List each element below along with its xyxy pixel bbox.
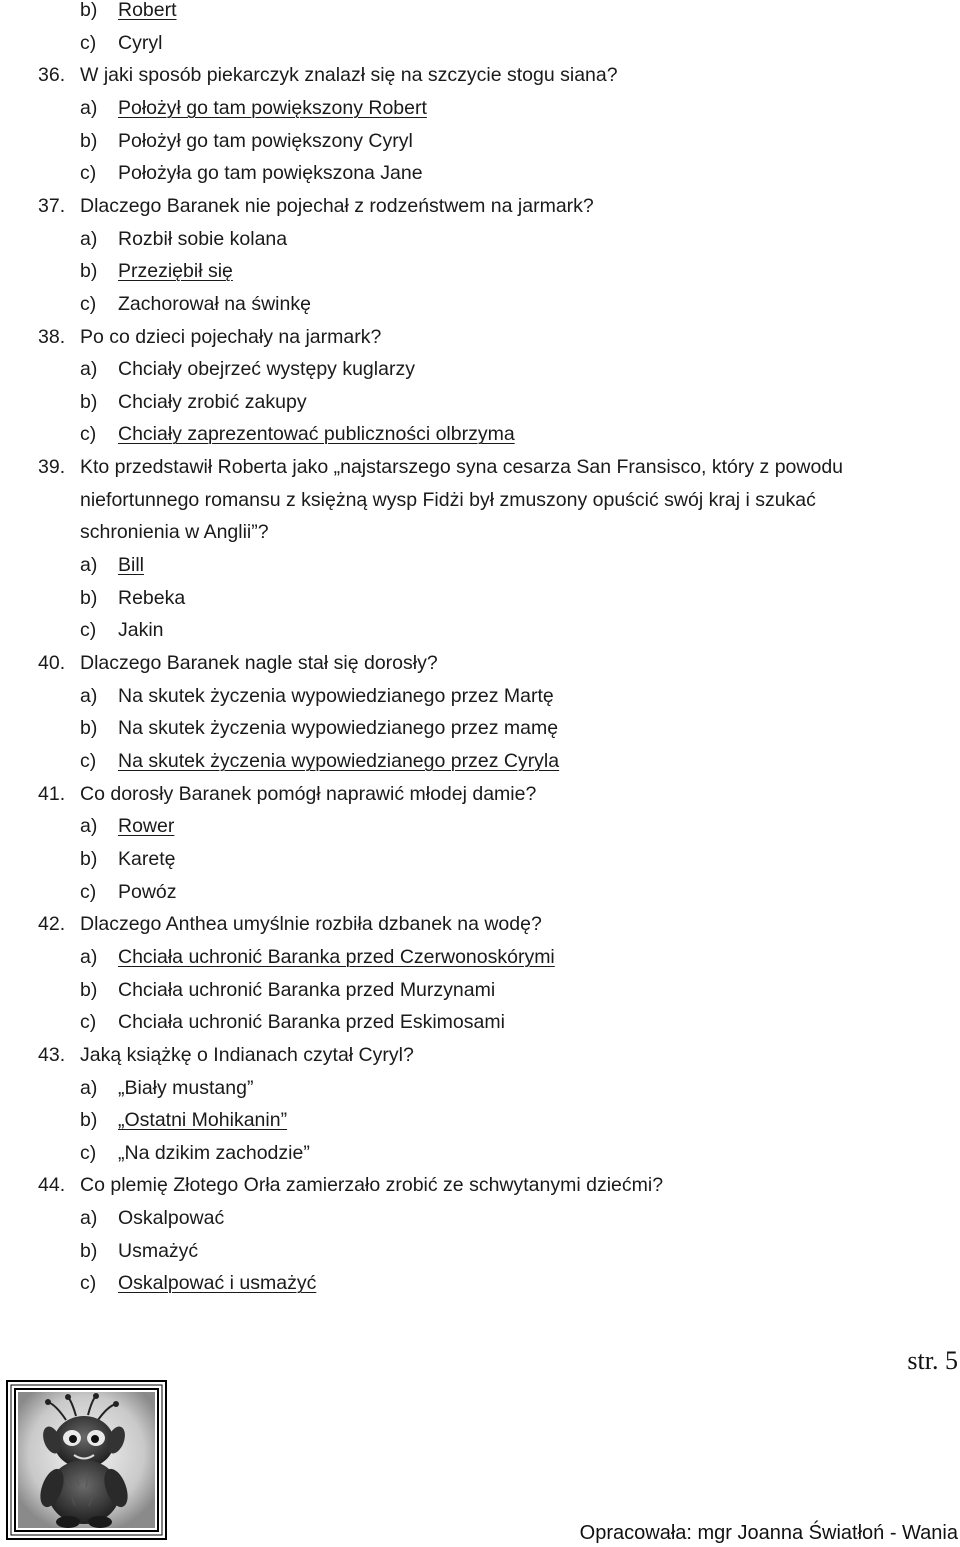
question-text: Dlaczego Anthea umyślnie rozbiła dzbanek na wodę? [80,913,542,936]
option-label: b) [80,847,98,870]
question-number: 42. [38,913,66,936]
option-text-correct: Położył go tam powiększony Robert [118,96,427,119]
option-label: c) [80,619,97,642]
option-text-correct: Na skutek życzenia wypowiedzianego przez Cyryla [118,749,560,772]
option-label: a) [80,96,98,119]
option-text: Chciała uchronić Baranka przed Murzynami [118,978,496,1001]
option-text: Karetę [118,847,176,870]
question-text: niefortunnego romansu z księżną wysp Fidżi był zmuszony opuścić swój kraj i szukać [80,488,816,511]
framed-creature-illustration [6,1380,167,1540]
option-text-correct: „Ostatni Mohikanin” [118,1109,288,1132]
option-text: Usmażyć [118,1239,199,1262]
option-label: c) [80,880,97,903]
option-label: b) [80,1239,98,1262]
question-number: 39. [38,456,66,479]
option-text: Na skutek życzenia wypowiedzianego przez Martę [118,684,554,707]
option-text: Zachorował na świnkę [118,292,311,315]
option-text-correct: Robert [118,0,177,21]
option-text-correct: Chciała uchronić Baranka przed Czerwonoskórymi [118,945,555,968]
question-text: Co plemię Złotego Orła zamierzało zrobić ze schwytanymi dziećmi? [80,1174,664,1197]
option-label: b) [80,129,98,152]
option-text: Chciała uchronić Baranka przed Eskimosami [118,1011,505,1034]
option-label: a) [80,815,98,838]
option-label: a) [80,554,98,576]
question-text: Po co dzieci pojechały na jarmark? [80,325,382,348]
option-label: b) [80,978,98,1001]
option-label: c) [80,749,97,772]
question-number: 37. [38,194,66,217]
option-label: c) [80,423,97,446]
option-text: Położył go tam powiększony Cyryl [118,129,413,152]
option-label: c) [80,1141,97,1164]
option-label: b) [80,390,98,413]
option-text: Jakin [118,619,164,642]
question-text: Jaką książkę o Indianach czytał Cyryl? [80,1043,414,1066]
option-text-correct: Bill [118,554,145,576]
option-label: b) [80,0,98,21]
option-text: Rozbił sobie kolana [118,227,288,250]
option-label: a) [80,227,98,250]
question-number: 40. [38,652,66,674]
option-text-correct: Rower [118,815,175,838]
option-label: a) [80,1207,98,1229]
question-number: 36. [38,64,66,87]
option-label: a) [80,1076,98,1099]
option-label: b) [80,717,98,740]
option-label: c) [80,292,97,315]
option-label: c) [80,162,97,185]
option-text: „Na dzikim zachodzie” [118,1141,310,1164]
question-number: 44. [38,1174,66,1197]
question-text: Dlaczego Baranek nie pojechał z rodzeństwem na jarmark? [80,194,594,217]
option-text: Cyryl [118,31,163,54]
option-text: Położyła go tam powiększona Jane [118,162,423,185]
question-text: Co dorosły Baranek pomógł naprawić młodej damie? [80,782,537,805]
option-text: Powóz [118,880,177,903]
option-label: b) [80,260,98,283]
option-text-correct: Przeziębił się [118,260,233,283]
option-text: Oskalpować [118,1207,225,1229]
option-text-correct: Oskalpować i usmażyć [118,1272,317,1295]
question-text: schronienia w Anglii”? [80,521,269,544]
option-text-correct: Chciały zaprezentować publiczności olbrzyma [118,423,515,446]
option-label: b) [80,1109,98,1132]
page-number: str. 5 [907,1346,958,1375]
question-text: Kto przedstawił Roberta jako „najstarszego syna cesarza San Fransisco, który z powodu [80,456,844,479]
option-text: Na skutek życzenia wypowiedzianego przez mamę [118,717,559,740]
option-text: Chciały zrobić zakupy [118,390,307,413]
author-footer: Opracowała: mgr Joanna Światłoń - Wania [579,1522,958,1544]
question-text: W jaki sposób piekarczyk znalazł się na szczycie stogu siana? [80,64,618,87]
option-label: c) [80,1011,97,1034]
option-text: „Biały mustang” [118,1076,254,1099]
option-label: a) [80,684,98,707]
question-text: Dlaczego Baranek nagle stał się dorosły? [80,652,438,674]
option-text: Chciały obejrzeć występy kuglarzy [118,358,415,381]
option-text: Rebeka [118,586,186,609]
question-number: 43. [38,1043,66,1066]
option-label: a) [80,945,98,968]
option-label: a) [80,358,98,381]
question-number: 38. [38,325,66,348]
option-label: b) [80,586,98,609]
option-label: c) [80,1272,97,1295]
option-label: c) [80,31,97,54]
question-number: 41. [38,782,66,805]
